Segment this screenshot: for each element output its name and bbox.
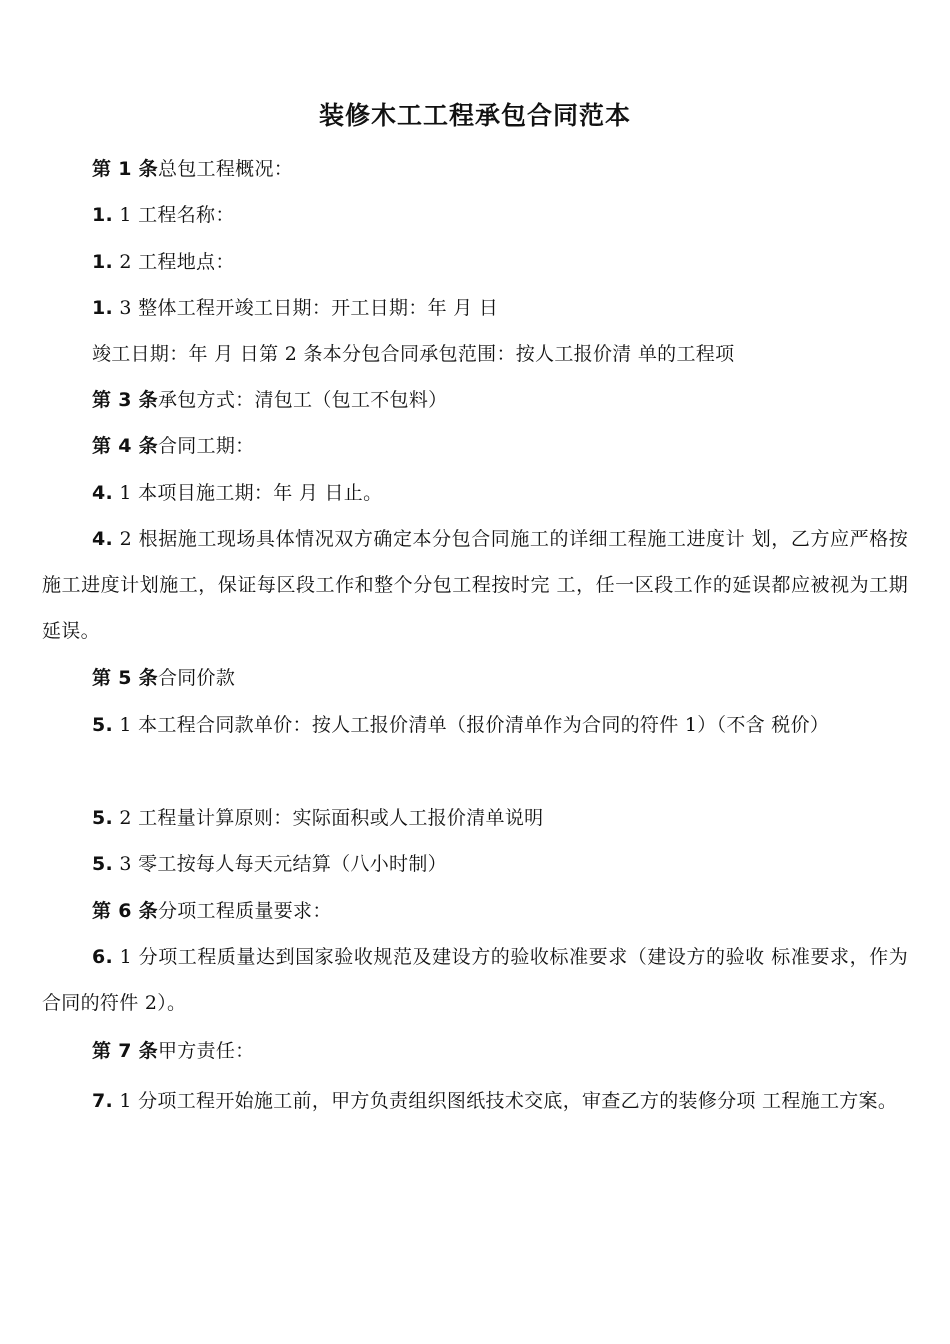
paragraph-lead: 5. (92, 853, 114, 875)
paragraph-text: 1 本项目施工期：年 月 日止。 (113, 482, 383, 504)
paragraph-7-1 (42, 1078, 908, 1124)
paragraph-text: 合同工期： (157, 435, 255, 457)
paragraph-text: 2 根据施工现场具体情况双方确定本分包合同施工的详细工程施工进度计 划，乙方应严格按施工进度计划施工，保证每区段工作和整个分包工程按时完 工，任一区段工作的延误都应被视为工期延误。 (42, 528, 908, 642)
paragraph-lead: 5. (92, 807, 114, 829)
paragraph-text: 3 整体工程开竣工日期：开工日期：年 月 日 (113, 297, 499, 319)
paragraph-text: 竣工日期：年 月 日第 2 条本分包合同承包范围：按人工报价清 单的工程项 (92, 343, 735, 365)
paragraph-lead: 第 6 条 (92, 900, 158, 922)
paragraph-1-2 (42, 239, 908, 285)
paragraph-lead: 第 3 条 (92, 389, 158, 411)
paragraph-lead: 7. (92, 1090, 114, 1112)
paragraph-lead: 第 7 条 (92, 1040, 158, 1062)
paragraph-lead: 4. (92, 482, 114, 504)
paragraph-4-1 (42, 470, 908, 516)
paragraph-lead: 4. (92, 528, 114, 550)
paragraph-6-1 (42, 934, 908, 1026)
paragraph-article-7 (42, 1028, 908, 1074)
paragraph-1-3 (42, 285, 908, 331)
paragraph-article-5 (42, 655, 908, 701)
paragraph-1-1 (42, 192, 908, 238)
paragraph-completion-date (42, 331, 908, 377)
paragraph-lead: 第 5 条 (92, 667, 158, 689)
paragraph-text: 2 工程地点： (113, 251, 235, 273)
paragraph-text: 分项工程质量要求： (157, 900, 332, 922)
paragraph-5-3 (42, 841, 908, 887)
paragraph-lead: 第 4 条 (92, 435, 158, 457)
paragraph-text: 合同价款 (157, 667, 236, 689)
paragraph-text: 甲方责任： (157, 1040, 255, 1062)
paragraph-lead: 1. (92, 297, 114, 319)
paragraph-article-6 (42, 888, 908, 934)
paragraph-text: 承包方式：清包工（包工不包料） (157, 389, 448, 411)
paragraph-lead: 5. (92, 714, 114, 736)
paragraph-lead: 第 1 条 (92, 158, 158, 180)
paragraph-text: 2 工程量计算原则：实际面积或人工报价清单说明 (113, 807, 544, 829)
paragraph-article-4 (42, 423, 908, 469)
paragraph-lead: 6. (92, 946, 114, 968)
paragraph-text: 1 工程名称： (113, 204, 235, 226)
paragraph-lead: 1. (92, 251, 114, 273)
paragraph-5-1 (42, 702, 908, 748)
paragraph-lead: 1. (92, 204, 114, 226)
paragraph-5-2 (42, 795, 908, 841)
paragraph-text: 1 分项工程开始施工前，甲方负责组织图纸技术交底，审查乙方的装修分项 工程施工方案。 (113, 1090, 898, 1112)
paragraph-text: 总包工程概况： (157, 158, 294, 180)
document-title: 装修木工工程承包合同范本 (318, 101, 631, 130)
paragraph-article-1 (42, 146, 908, 192)
paragraph-text: 1 分项工程质量达到国家验收规范及建设方的验收标准要求（建设方的验收 标准要求，作为合同的符件 2）。 (42, 946, 908, 1014)
paragraph-article-3 (42, 377, 908, 423)
paragraph-text: 1 本工程合同款单价：按人工报价清单（报价清单作为合同的符件 1）（不含 税价） (113, 714, 830, 736)
paragraph-4-2 (42, 516, 908, 654)
paragraph-text: 3 零工按每人每天元结算（八小时制） (113, 853, 447, 875)
